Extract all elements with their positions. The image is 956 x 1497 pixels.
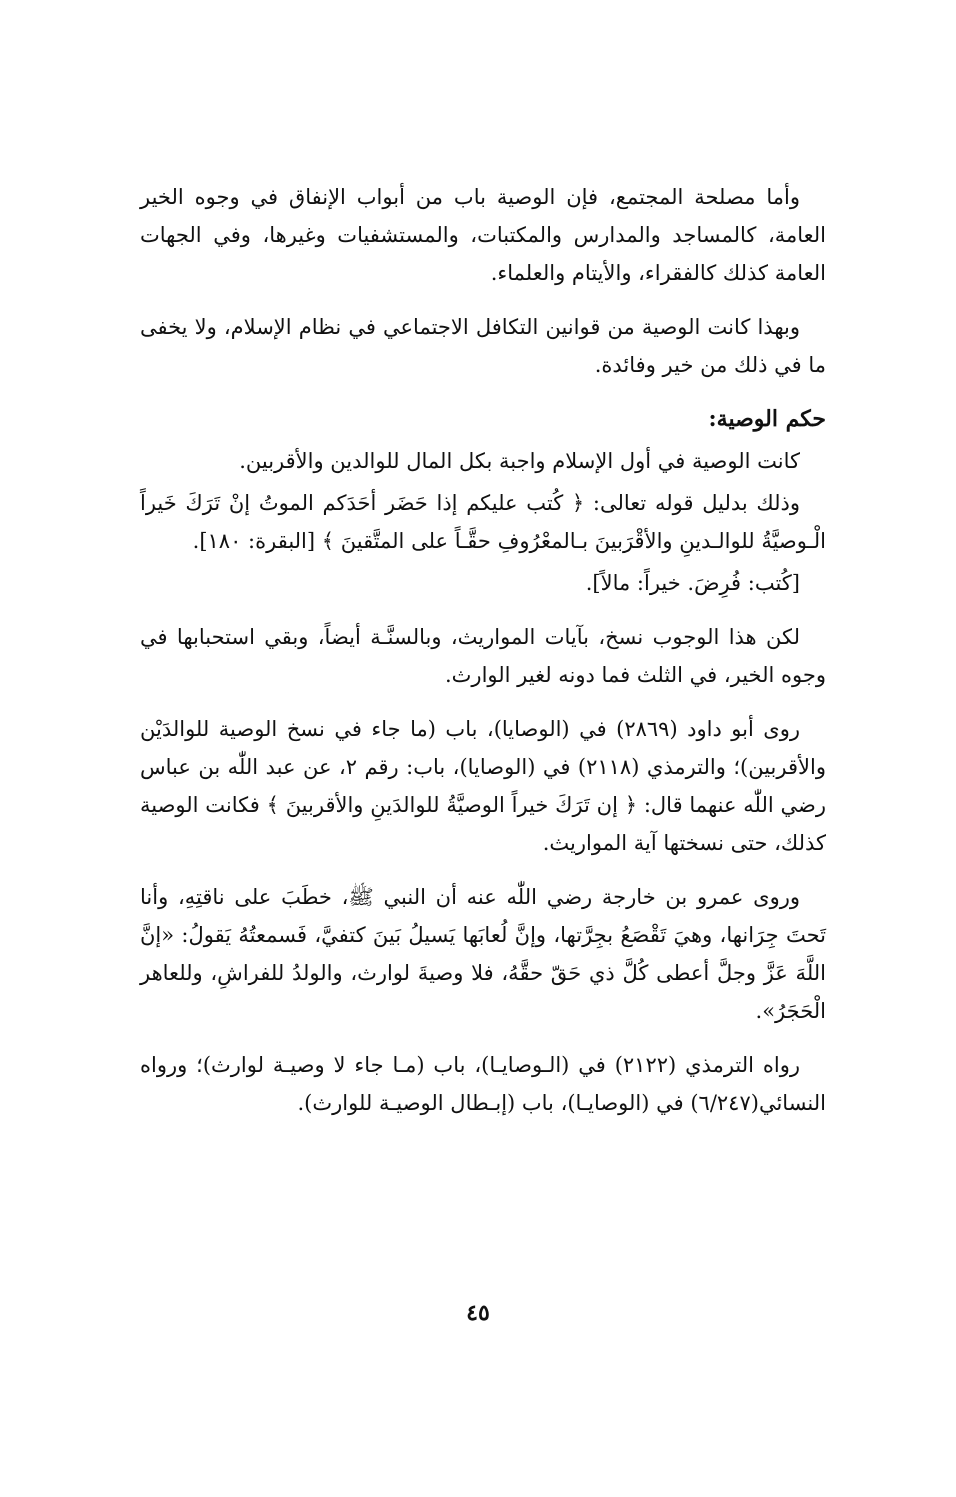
section-heading: حكم الوصية: [708,406,826,432]
paragraph-social-solidarity: وبهذا كانت الوصية من قوانين التكافل الاجتماعي في نظام الإسلام، ولا يخفى ما في ذلك من خير وفائدة. [140,315,826,377]
page-body [140,178,826,1138]
paragraph-vocabulary-note: [كُتب: فُرِضَ. خيراً: مالاً]. [585,571,800,595]
paragraph-abrogation: لكن هذا الوجوب نسخ، بآيات المواريث، وبالسنَّـة أيضاً، وبقي استحبابها في وجوه الخير، في الثلث فما دونه لغير الوارث. [140,625,826,687]
paragraph-society-benefit: وأما مصلحة المجتمع، فإن الوصية باب من أبواب الإنفاق في وجوه الخير العامة، كالمساجد والمدارس والمكتبات، والمستشفيات وغيرها، وفي الجهات العامة كذلك كالفقراء، والأيتام والعلماء. [140,185,826,285]
paragraph-abu-dawud-narration: روى أبو داود (٢٨٦٩) في (الوصايا)، باب (ما جاء في نسخ الوصية للوالدَيْن والأقربين)؛ والترمذي (٢١١٨) في (الوصايا)، باب: رقم ٢، عن عبد اللّٰه بن عباس رضي اللّٰه عنهما قال: ﴿ إن تَرَكَ خيراً الوصيَّةُ للوالدَينِ والأقربينَ ﴾ فكانت الوصية كذلك، حتى نسختها آية المواريث. [140,717,826,855]
paragraph-initial-ruling: كانت الوصية في أول الإسلام واجبة بكل المال للوالدين والأقربين. [239,449,800,473]
paragraph-quran-evidence: وذلك بدليل قوله تعالى: ﴿ كُتب عليكم إذا حَضَر أحَدَكم الموتُ إنْ تَرَكَ خَيراً الْـوصيَّةُ للوالـدينِ والأقْرَبينَ بـالمعْرُوفِ حقَّـاً على المتَّقينَ ﴾ [البقرة: ١٨٠]. [140,491,826,553]
page-number: ٤٥ [466,1300,490,1326]
paragraph-amr-hadith: وروى عمرو بن خارجة رضي اللّٰه عنه أن النبي ﷺ، خطَبَ على ناقتِهِ، وأنا تَحتَ جِرَانها، وهيَ تَقْصَعُ بجِرَّتها، وإنَّ لُعابَها يَسيلُ بَينَ كتفيَّ، فَسمعتُهُ يَقولُ: «إنَّ اللَّهَ عَزَّ وجلَّ أعطى كُلَّ ذي حَقّ حقَّهُ، فلا وصيةَ لوارث، والولدُ للفراشِ، وللعاهر الْحَجَرُ». [140,885,827,1023]
paragraph-tirmidhi-reference: رواه الترمذي (٢١٢٢) في (الـوصايـا)، باب (مـا جاء لا وصيـة لوارث)؛ ورواه النسائي(٦/٢٤٧) في (الوصايـا)، باب (إبـطال الوصيـة للوارث). [140,1053,826,1115]
